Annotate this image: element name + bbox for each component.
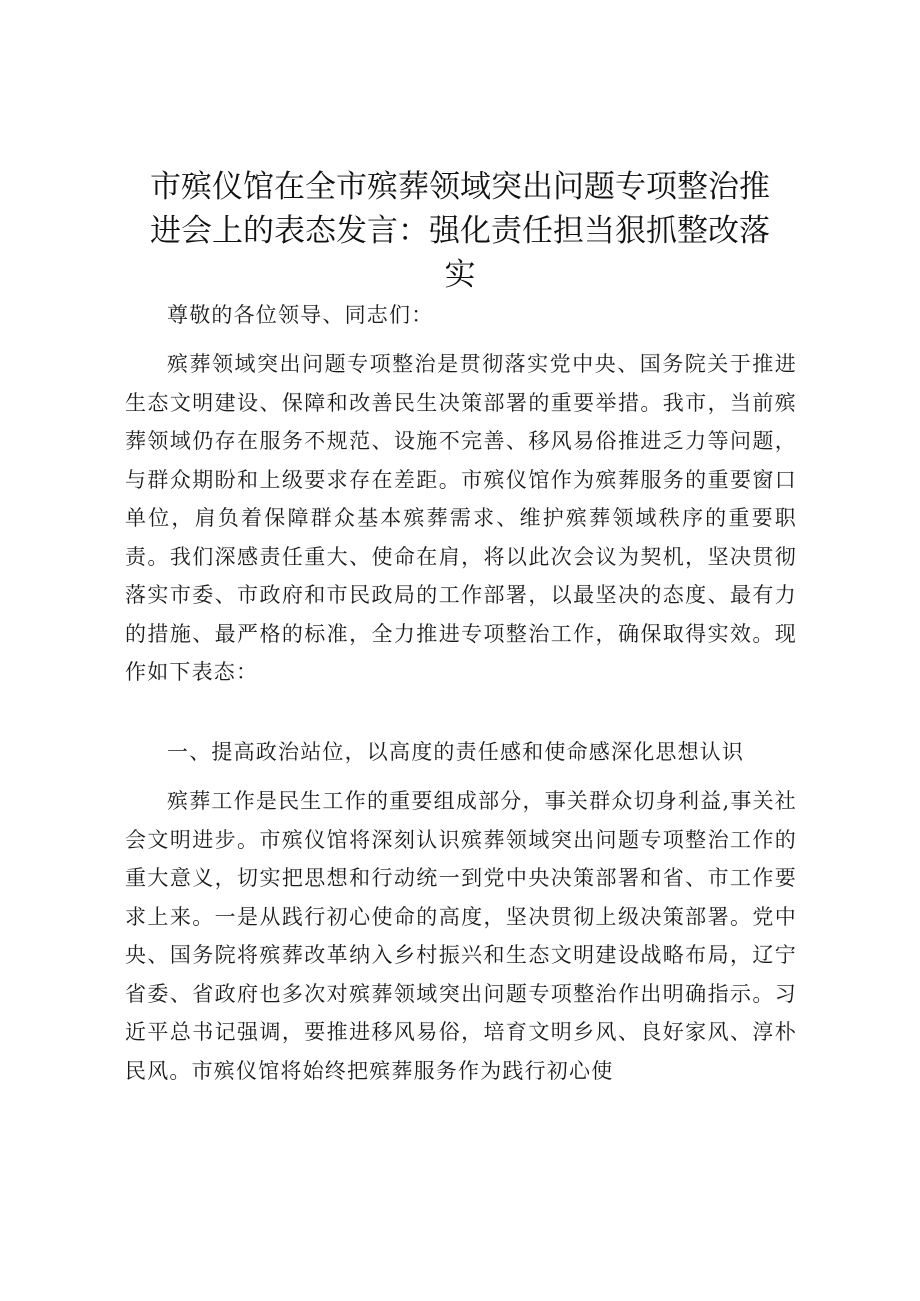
section-heading-one: 一、提高政治站位，以高度的责任感和使命感深化思想认识 bbox=[167, 740, 745, 764]
paragraph-intro: 殡葬领域突出问题专项整治是贯彻落实党中央、国务院关于推进生态文明建设、保障和改善民生决策部署的重要举措。我市，当前殡葬领域仍存在服务不规范、设施不完善、移风易俗推进乏力等问题，与群众期盼和上级要求存在差距。市殡仪馆作为殡葬服务的重要窗口单位，肩负着保障群众基本殡葬需求、维护殡葬领域秩序的重要职责。我们深感责任重大、使命在肩，将以此次会议为契机，坚决贯彻落实市委、市政府和市民政局的工作部署，以最坚决的态度、最有力的措施、最严格的标准，全力推进专项整治工作，确保取得实效。现作如下表态： bbox=[125, 352, 797, 684]
document-title: 市殡仪馆在全市殡葬领域突出问题专项整治推进会上的表态发言：强化责任担当狠抓整改落实 bbox=[150, 169, 770, 293]
paragraph-section-one: 殡葬工作是民生工作的重要组成部分，事关群众切身利益,事关社会文明进步。市殡仪馆将深刻认识殡葬领域突出问题专项整治工作的重大意义，切实把思想和行动统一到党中央决策部署和省、市工作要求上来。一是从践行初心使命的高度，坚决贯彻上级决策部署。党中央、国务院将殡葬改革纳入乡村振兴和生态文明建设战略布局，辽宁省委、省政府也多次对殡葬领域突出问题专项整治作出明确指示。习近平总书记强调，要推进移风易俗，培育文明乡风、良好家风、淳朴民风。市殡仪馆将始终把殡葬服务作为践行初心使 bbox=[125, 789, 797, 1083]
intro-section bbox=[125, 345, 797, 692]
section-one-body bbox=[125, 782, 797, 1090]
salutation: 尊敬的各位领导、同志们： bbox=[167, 303, 434, 327]
